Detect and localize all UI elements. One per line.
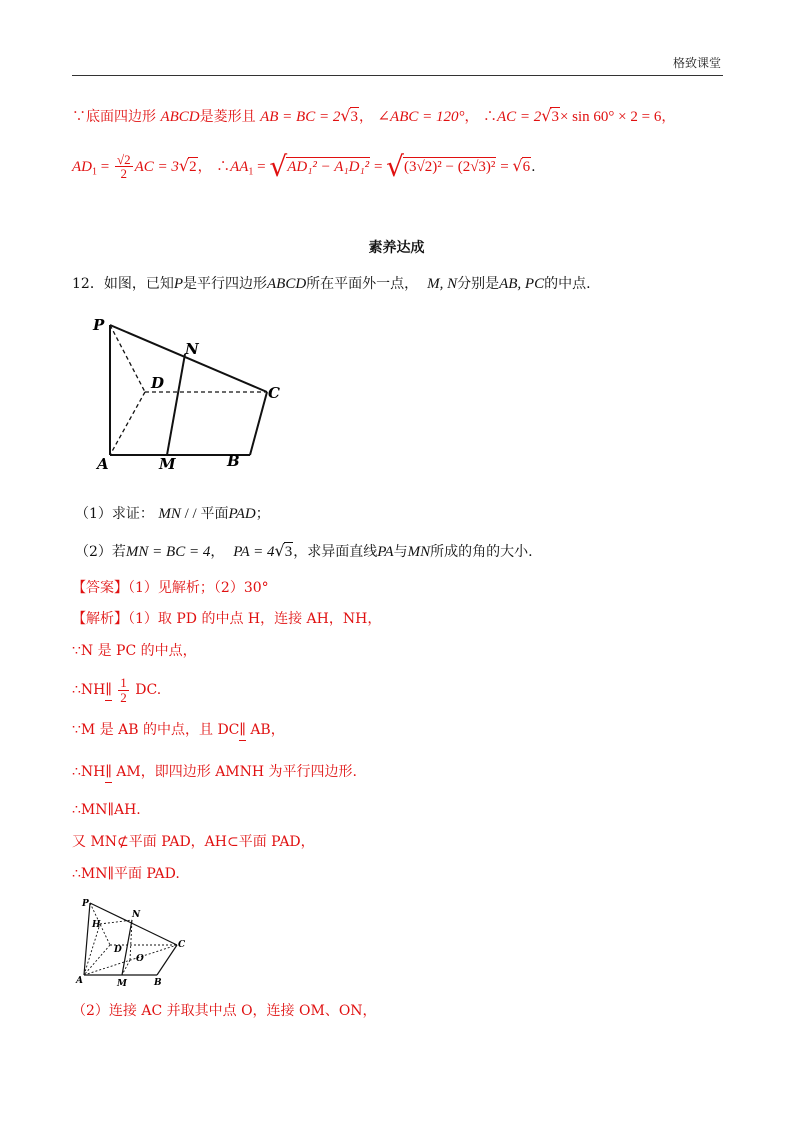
problem-statement	[72, 275, 591, 293]
part-text: 所成的角的大小.	[430, 544, 533, 560]
abcd-label: ABCD	[267, 276, 307, 292]
label-m: M	[159, 455, 176, 473]
equals: =	[370, 158, 387, 175]
solution-text: ∵M 是 AB 的中点，且 DC	[72, 722, 240, 738]
ad1: AD	[72, 158, 92, 175]
edge-pa	[84, 903, 90, 975]
sqrt-sign: √	[340, 106, 351, 125]
solution-tag: 【解析】	[72, 611, 128, 627]
comma: ，	[197, 158, 212, 175]
eq-ab-bc: AB = BC = 2	[260, 109, 341, 125]
label-a: A	[76, 976, 83, 986]
solution-step-3	[72, 676, 161, 704]
therefore-symbol: ∴	[482, 109, 497, 125]
header-rule	[72, 75, 723, 76]
point-p: P	[173, 276, 183, 292]
radicand-big	[403, 157, 496, 176]
part-label: （2）若	[75, 544, 126, 560]
line1-text-b: 是菱形且	[199, 109, 256, 125]
part-label: （1）求证：	[75, 506, 154, 522]
label-p: P	[82, 899, 89, 909]
part-1	[75, 505, 270, 523]
solution-step-6: ∴MN∥AH.	[72, 802, 141, 818]
equals: =	[496, 158, 513, 175]
problem-text: 所在平面外一点，	[306, 276, 419, 292]
term-1: (3√2)²	[404, 158, 442, 175]
edge-bc	[157, 945, 177, 975]
solution-text: DC.	[135, 682, 162, 699]
aa1: AA	[230, 158, 249, 175]
solution-text: ∴NH	[72, 764, 106, 780]
fraction-sqrt2-over-2	[115, 153, 133, 181]
comma: ，	[464, 109, 479, 125]
sqrt-sign: √	[512, 155, 523, 175]
comma: ，	[210, 544, 225, 560]
period: .	[531, 158, 536, 175]
plane-pad: PAD	[228, 506, 256, 522]
comma: ，	[359, 109, 374, 125]
solution-line-1	[72, 106, 675, 126]
equals: =	[97, 158, 113, 175]
radicand-6: 6	[522, 158, 531, 175]
label-m: M	[117, 979, 127, 989]
label-d: D	[114, 945, 122, 955]
equals: =	[253, 158, 270, 175]
angle-abc: ∠ABC = 120°	[377, 109, 465, 125]
therefore-symbol: ∴	[216, 158, 231, 175]
segments-ab-pc: AB, PC	[499, 276, 545, 292]
label-h: H	[92, 920, 101, 930]
section-heading: 素养达成	[368, 240, 425, 256]
solution-text: （1）取 PD 的中点 H，连接 AH，NH，	[128, 611, 382, 627]
abcd-label: ABCD	[160, 109, 200, 125]
segment-ac	[84, 945, 177, 975]
minus: −	[441, 158, 458, 175]
problem-text: 分别是	[457, 276, 500, 292]
semicolon: ；	[255, 506, 270, 522]
label-p: P	[93, 316, 105, 334]
radicand-3b: 3	[551, 109, 559, 125]
label-a: A	[97, 455, 109, 473]
term-2: (2√3)²	[457, 158, 496, 175]
label-n: N	[185, 340, 199, 358]
figure-pyramid-2	[72, 895, 192, 990]
label-b: B	[154, 978, 162, 988]
eq-ac-tail: × sin 60° × 2 = 6	[559, 109, 662, 125]
edge-pc	[110, 325, 267, 392]
frac-num: √2	[116, 151, 131, 167]
parallel-equal-symbol: ∥	[105, 764, 112, 780]
eq-mn-bc: MN = BC = 4	[125, 544, 211, 560]
parallel-equal-symbol: ∥	[239, 722, 246, 738]
solution-step-2: ∵N 是 PC 的中点，	[72, 643, 197, 659]
label-c: C	[178, 940, 186, 950]
label-n: N	[132, 910, 141, 920]
sqrt-sign: √	[269, 150, 288, 183]
radicand-2: 2	[189, 158, 197, 175]
radicand-3: 3	[350, 109, 359, 125]
solution-step-7: 又 MN⊄平面 PAD，AH⊂平面 PAD，	[72, 834, 315, 850]
frac-num: 1	[120, 675, 127, 690]
label-c: C	[268, 384, 280, 402]
edge-bc	[250, 392, 267, 455]
segment-pa: PA	[377, 544, 394, 560]
solution-step-9: （2）连接 AC 并取其中点 O，连接 OM、ON，	[72, 1003, 377, 1019]
line1-text-a: 底面四边形	[86, 109, 156, 125]
label-o: O	[136, 954, 144, 964]
label-b: B	[227, 452, 240, 470]
frac-den: 2	[120, 166, 128, 182]
parallel-equal-symbol: ∥	[105, 682, 112, 699]
sqrt-sign: √	[274, 541, 285, 560]
frac-den: 2	[120, 689, 127, 705]
ac-eq: AC = 3	[134, 158, 179, 175]
part-text: ，求异面直线	[293, 544, 378, 560]
segment-mn: MN	[158, 506, 181, 522]
part-2	[75, 541, 533, 561]
problem-text: 的中点.	[544, 276, 591, 292]
plane-word: 平面	[200, 506, 229, 522]
comma: ，	[661, 109, 676, 125]
solution-line-2	[72, 150, 536, 184]
answer-text: （1）见解析；（2）30°	[128, 580, 269, 596]
points-mn: M, N	[427, 276, 458, 292]
because-symbol: ∵	[72, 109, 86, 125]
radicand-3: 3	[284, 544, 293, 560]
sqrt-sign: √	[541, 106, 552, 125]
solution-step-8: ∴MN∥平面 PAD.	[72, 866, 180, 882]
radicand-expression: AD₁² − A₁D₁²	[287, 158, 370, 175]
subscript: 1	[92, 166, 97, 178]
eq-pa: PA = 4	[233, 544, 275, 560]
problem-number: 12．	[72, 276, 104, 292]
label-d: D	[151, 374, 165, 392]
problem-text: 是平行四边形	[183, 276, 267, 292]
edge-pd	[110, 325, 145, 392]
solution-text: ∴NH	[72, 682, 106, 699]
segment-mn	[167, 354, 185, 455]
solution-step-5	[72, 764, 357, 781]
solution-text: AM，即四边形 AMNH 为平行四边形.	[116, 764, 357, 780]
solution-step-1	[72, 611, 381, 628]
header-brand: 格致课堂	[672, 56, 721, 70]
answer-tag: 【答案】	[72, 580, 128, 596]
figure-pyramid	[85, 310, 295, 475]
parallel-symbol: / /	[180, 506, 201, 522]
edge-da	[110, 392, 145, 455]
sqrt-sign: √	[178, 155, 190, 175]
solution-step-4	[72, 722, 285, 739]
solution-text: AB，	[250, 722, 285, 738]
part-text: 与	[393, 544, 408, 560]
subscript: 1	[248, 166, 254, 178]
fraction-one-half	[118, 676, 129, 704]
sqrt-sign: √	[386, 150, 404, 183]
segment-mn: MN	[407, 544, 431, 560]
answer-line	[72, 580, 269, 597]
eq-ac: AC = 2	[496, 109, 542, 125]
problem-text: 如图，已知	[103, 276, 174, 292]
